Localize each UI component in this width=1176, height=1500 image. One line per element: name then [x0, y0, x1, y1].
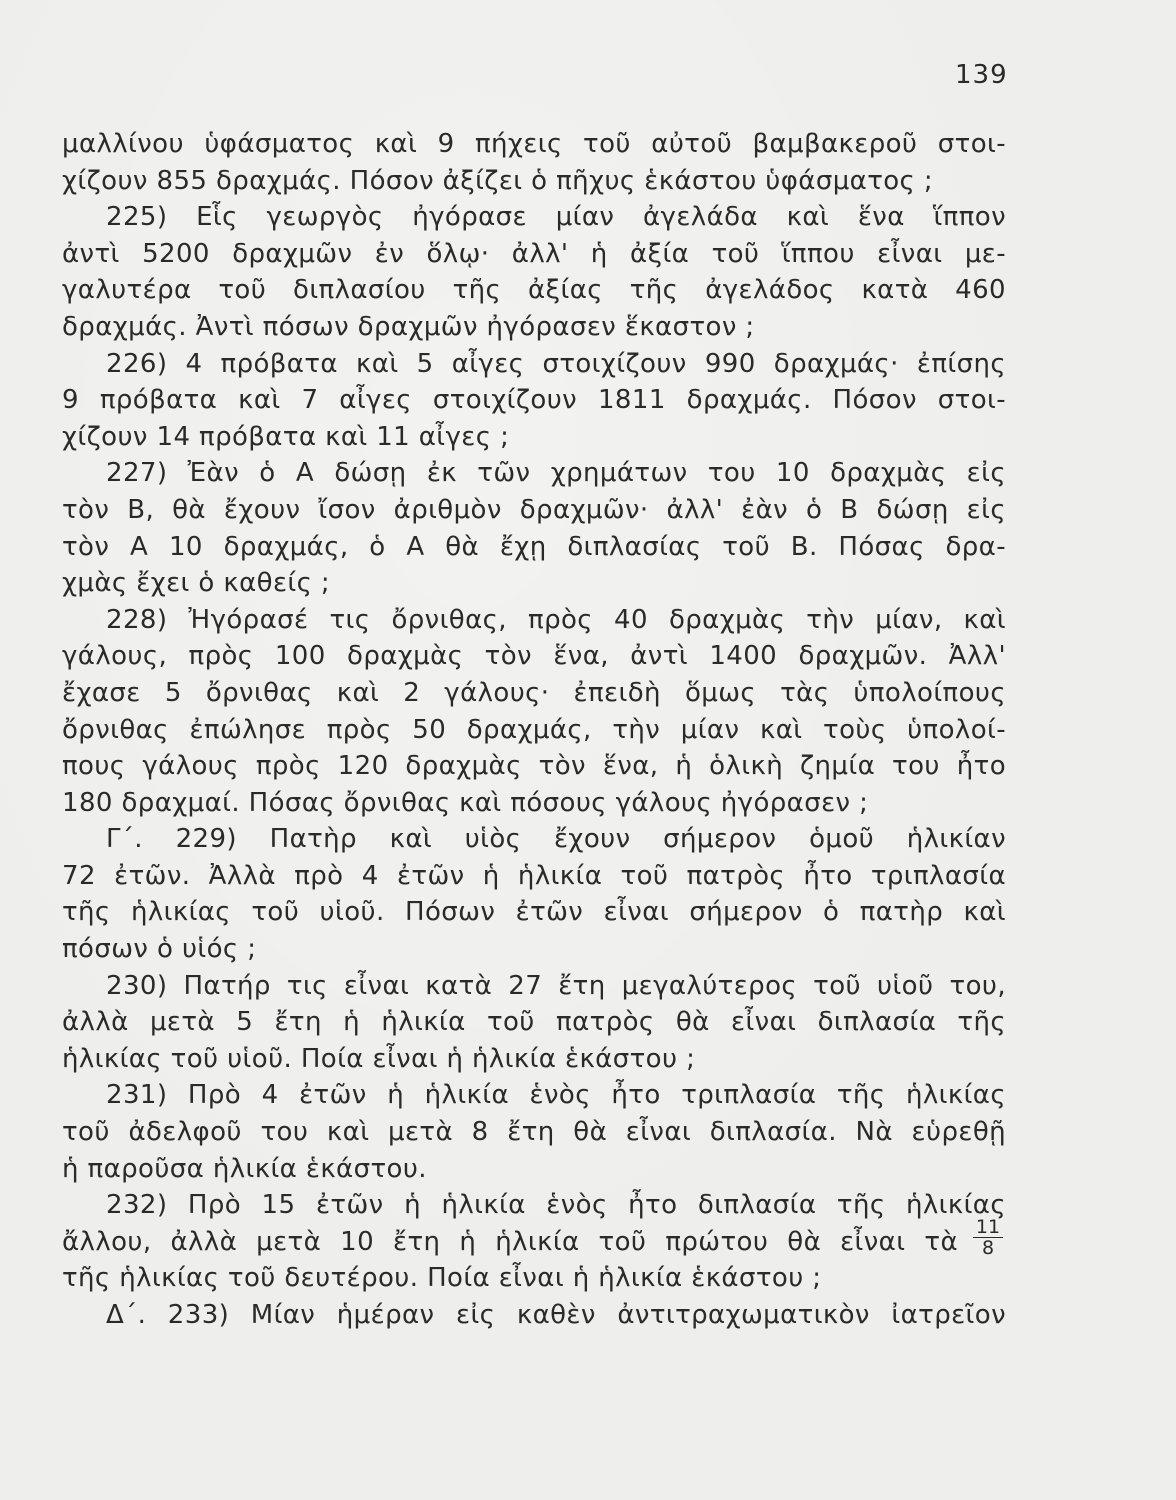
- text-line: πους γάλους πρὸς 120 δραχμὰς τὸν ἕνα, ἡ ὁλικὴ ζημία του ἦτο: [62, 751, 1006, 782]
- text-line: χίζουν 855 δραχμάς. Πόσον ἀξίζει ὁ πῆχυς ἑκάστου ὑφάσματος ;: [62, 165, 934, 196]
- text-line: πόσων ὁ υἱός ;: [62, 934, 257, 965]
- text-line: μαλλίνου ὑφάσματος καὶ 9 πήχεις τοῦ αὐτοῦ βαμβακεροῦ στοι-: [62, 129, 1006, 159]
- fraction-numerator: 11: [973, 1217, 1003, 1238]
- exercise-230-line: 230) Πατήρ τις εἶναι κατὰ 27 ἔτη μεγαλύτερος τοῦ υἱοῦ του,: [106, 970, 1006, 1001]
- text-line: χίζουν 14 πρόβατα καὶ 11 αἶγες ;: [62, 421, 510, 452]
- text-line: ἡλικίας τοῦ υἱοῦ. Ποία εἶναι ἡ ἡλικία ἑκάστου ;: [62, 1043, 696, 1074]
- page-number: 139: [955, 60, 1008, 90]
- text-line: γάλους, πρὸς 100 δραχμὰς τὸν ἕνα, ἀντὶ 1400 δραχμῶν. Ἀλλ': [62, 641, 1006, 672]
- text-line: χμὰς ἔχει ὁ καθείς ;: [62, 568, 331, 599]
- text-line: τῆς ἡλικίας τοῦ δευτέρου. Ποία εἶναι ἡ ἡλικία ἑκάστου ;: [62, 1263, 822, 1294]
- text-line: ἔχασε 5 ὄρνιθας καὶ 2 γάλους· ἐπειδὴ ὅμως τὰς ὑπολοίπους: [62, 677, 1006, 708]
- text-line: τοῦ ἀδελφοῦ του καὶ μετὰ 8 ἔτη θὰ εἶναι διπλασία. Νὰ εὑρεθῇ: [62, 1117, 1006, 1148]
- text-line-with-fraction: [62, 1215, 1006, 1261]
- exercise-227-line: 227) Ἐὰν ὁ Α δώσῃ ἐκ τῶν χρημάτων του 10 δραχμὰς εἰς: [106, 458, 1006, 489]
- fraction-denominator: 8: [981, 1236, 995, 1259]
- text-line: 72 ἐτῶν. Ἀλλὰ πρὸ 4 ἐτῶν ἡ ἡλικία τοῦ πατρὸς ἦτο τριπλασία: [62, 860, 1006, 891]
- exercise-text: [62, 126, 1006, 1334]
- text-line: 180 δραχμαί. Πόσας ὄρνιθας καὶ πόσους γάλους ἠγόρασεν ;: [62, 787, 869, 818]
- exercise-225-line: 225) Εἷς γεωργὸς ἠγόρασε μίαν ἀγελάδα καὶ ἕνα ἵππον: [106, 202, 1006, 233]
- text-line: γαλυτέρα τοῦ διπλασίου τῆς ἀξίας τῆς ἀγελάδος κατὰ 460: [62, 275, 1006, 306]
- text-line: δραχμάς. Ἀντὶ πόσων δραχμῶν ἠγόρασεν ἕκαστον ;: [62, 311, 755, 342]
- text-line: ἡ παροῦσα ἡλικία ἑκάστου.: [62, 1153, 427, 1184]
- text-line: τὸν Β, θὰ ἔχουν ἴσον ἀριθμὸν δραχμῶν· ἀλλ' ἐὰν ὁ Β δώσῃ εἰς: [62, 494, 1006, 525]
- text-line: ἀλλὰ μετὰ 5 ἔτη ἡ ἡλικία τοῦ πατρὸς θὰ εἶναι διπλασία τῆς: [62, 1007, 1006, 1038]
- exercise-232-line: 232) Πρὸ 15 ἐτῶν ἡ ἡλικία ἑνὸς ἦτο διπλασία τῆς ἡλικίας: [106, 1190, 1006, 1221]
- text-line: τὸν Α 10 δραχμάς, ὁ Α θὰ ἔχῃ διπλασίας τοῦ Β. Πόσας δρα-: [62, 531, 1006, 562]
- text-line: 9 πρόβατα καὶ 7 αἶγες στοιχίζουν 1811 δραχμάς. Πόσον στοι-: [62, 385, 1006, 416]
- exercise-231-line: 231) Πρὸ 4 ἐτῶν ἡ ἡλικία ἑνὸς ἦτο τριπλασία τῆς ἡλικίας: [106, 1080, 1006, 1111]
- text-line: τῆς ἡλικίας τοῦ υἱοῦ. Πόσων ἐτῶν εἶναι σήμερον ὁ πατὴρ καὶ: [62, 897, 1006, 928]
- section-d-exercise-233-line: Δ΄. 233) Μίαν ἡμέραν εἰς καθὲν ἀντιτραχωματικὸν ἰατρεῖον: [106, 1300, 1006, 1330]
- exercise-228-line: 228) Ἠγόρασέ τις ὄρνιθας, πρὸς 40 δραχμὰς τὴν μίαν, καὶ: [106, 604, 1006, 635]
- text-line: ἄλλου, ἀλλὰ μετὰ 10 ἔτη ἡ ἡλικία τοῦ πρώτου θὰ εἶναι τὰ: [62, 1227, 958, 1258]
- fraction-eleven-eighths: [970, 1217, 1006, 1258]
- text-line: ἀντὶ 5200 δραχμῶν ἐν ὅλῳ· ἀλλ' ἡ ἀξία τοῦ ἵππου εἶναι με-: [62, 238, 1006, 269]
- exercise-226-line: 226) 4 πρόβατα καὶ 5 αἶγες στοιχίζουν 990 δραχμάς· ἐπίσης: [106, 348, 1006, 379]
- section-g-exercise-229-line: Γ΄. 229) Πατὴρ καὶ υἱὸς ἔχουν σήμερον ὁμοῦ ἡλικίαν: [106, 824, 1006, 855]
- text-line: ὄρνιθας ἐπώλησε πρὸς 50 δραχμάς, τὴν μίαν καὶ τοὺς ὑπολοί-: [62, 714, 1006, 745]
